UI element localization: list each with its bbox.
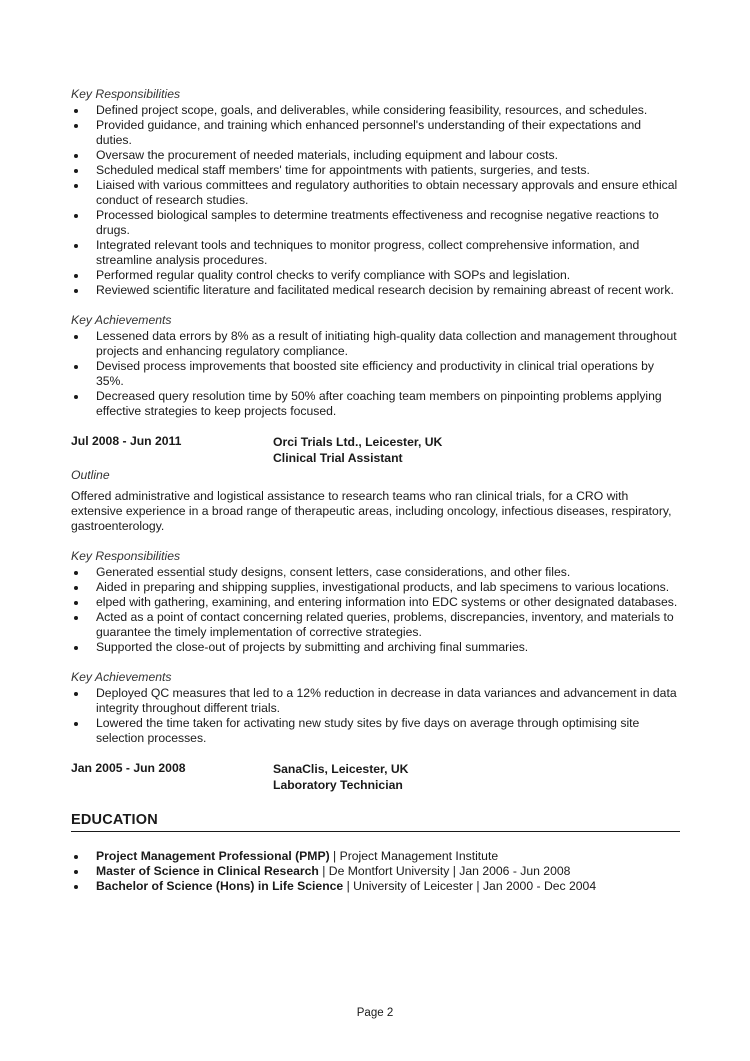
education-degree: Master of Science in Clinical Research — [96, 864, 319, 878]
resume-page — [71, 87, 680, 894]
job2-title: Clinical Trial Assistant — [273, 451, 403, 465]
job3-company: SanaClis, Leicester, UK — [273, 762, 409, 776]
job2-section — [71, 434, 680, 746]
list-item: Reviewed scientific literature and facilitated medical research decision by remaining abreast of recent work. — [71, 283, 680, 298]
job1-responsibilities-label: Key Responsibilities — [71, 87, 181, 101]
list-item: Integrated relevant tools and techniques to monitor progress, collect comprehensive information, and streamline analysis procedures. — [71, 238, 680, 268]
education-list — [71, 849, 680, 894]
education-item — [71, 879, 680, 894]
job1-achievements-list — [71, 329, 680, 419]
job1-responsibilities-list — [71, 103, 680, 298]
education-details: | De Montfort University | Jan 2006 - Jun 2008 — [318, 864, 571, 878]
job2-responsibilities-label: Key Responsibilities — [71, 549, 181, 563]
education-section — [71, 813, 680, 894]
job3-section — [71, 761, 680, 793]
education-degree: Bachelor of Science (Hons) in Life Science — [96, 879, 344, 893]
job2-outline-text: Offered administrative and logistical assistance to research teams who ran clinical trials, for a CRO with extensive experience in a broad range of therapeutic areas, including oncology, infectious diseases, respiratory, gastroenterology. — [71, 489, 672, 533]
list-item: Oversaw the procurement of needed materials, including equipment and labour costs. — [71, 148, 680, 163]
job2-header — [71, 434, 680, 466]
list-item: Provided guidance, and training which enhanced personnel's understanding of their expectations and duties. — [71, 118, 680, 148]
list-item: Aided in preparing and shipping supplies, investigational products, and lab specimens to various locations. — [71, 580, 680, 595]
job3-title: Laboratory Technician — [273, 778, 403, 792]
list-item: elped with gathering, examining, and entering information into EDC systems or other designated databases. — [71, 595, 680, 610]
job2-outline-label: Outline — [71, 468, 110, 482]
list-item: Defined project scope, goals, and deliverables, while considering feasibility, resources, and schedules. — [71, 103, 680, 118]
list-item: Acted as a point of contact concerning related queries, problems, discrepancies, inventory, and materials to guarantee the timely implementation of corrective strategies. — [71, 610, 680, 640]
list-item: Lessened data errors by 8% as a result of initiating high-quality data collection and management throughout projects and enhancing regulatory compliance. — [71, 329, 680, 359]
education-details: | Project Management Institute — [329, 849, 499, 863]
list-item: Lowered the time taken for activating new study sites by five days on average through optimising site selection processes. — [71, 716, 680, 746]
list-item: Supported the close-out of projects by submitting and archiving final summaries. — [71, 640, 680, 655]
list-item: Generated essential study designs, consent letters, case considerations, and other files. — [71, 565, 680, 580]
education-degree: Project Management Professional (PMP) — [96, 849, 330, 863]
job2-dates: Jul 2008 - Jun 2011 — [71, 434, 182, 448]
education-item — [71, 864, 680, 879]
education-item — [71, 849, 680, 864]
job2-company: Orci Trials Ltd., Leicester, UK — [273, 435, 443, 449]
list-item: Scheduled medical staff members' time for appointments with patients, surgeries, and tests. — [71, 163, 680, 178]
page-number: Page 2 — [356, 1007, 394, 1019]
job2-achievements-list — [71, 686, 680, 746]
list-item: Deployed QC measures that led to a 12% reduction in decrease in data variances and advancement in data integrity throughout different trials. — [71, 686, 680, 716]
list-item: Processed biological samples to determine treatments effectiveness and recognise negative reactions to drugs. — [71, 208, 680, 238]
list-item: Liaised with various committees and regulatory authorities to obtain necessary approvals and ensure ethical conduct of research studies. — [71, 178, 680, 208]
job1-achievements-label: Key Achievements — [71, 313, 172, 327]
job3-header — [71, 761, 680, 793]
job2-responsibilities-list — [71, 565, 680, 655]
job1-section — [71, 87, 680, 419]
education-details: | University of Leicester | Jan 2000 - Dec 2004 — [343, 879, 597, 893]
list-item: Decreased query resolution time by 50% after coaching team members on pinpointing problems applying effective strategies to keep projects focused. — [71, 389, 680, 419]
job2-achievements-label: Key Achievements — [71, 670, 172, 684]
list-item: Devised process improvements that boosted site efficiency and productivity in clinical trial operations by 35%. — [71, 359, 680, 389]
job3-dates: Jan 2005 - Jun 2008 — [71, 761, 186, 775]
education-heading: EDUCATION — [71, 813, 680, 832]
list-item: Performed regular quality control checks to verify compliance with SOPs and legislation. — [71, 268, 680, 283]
